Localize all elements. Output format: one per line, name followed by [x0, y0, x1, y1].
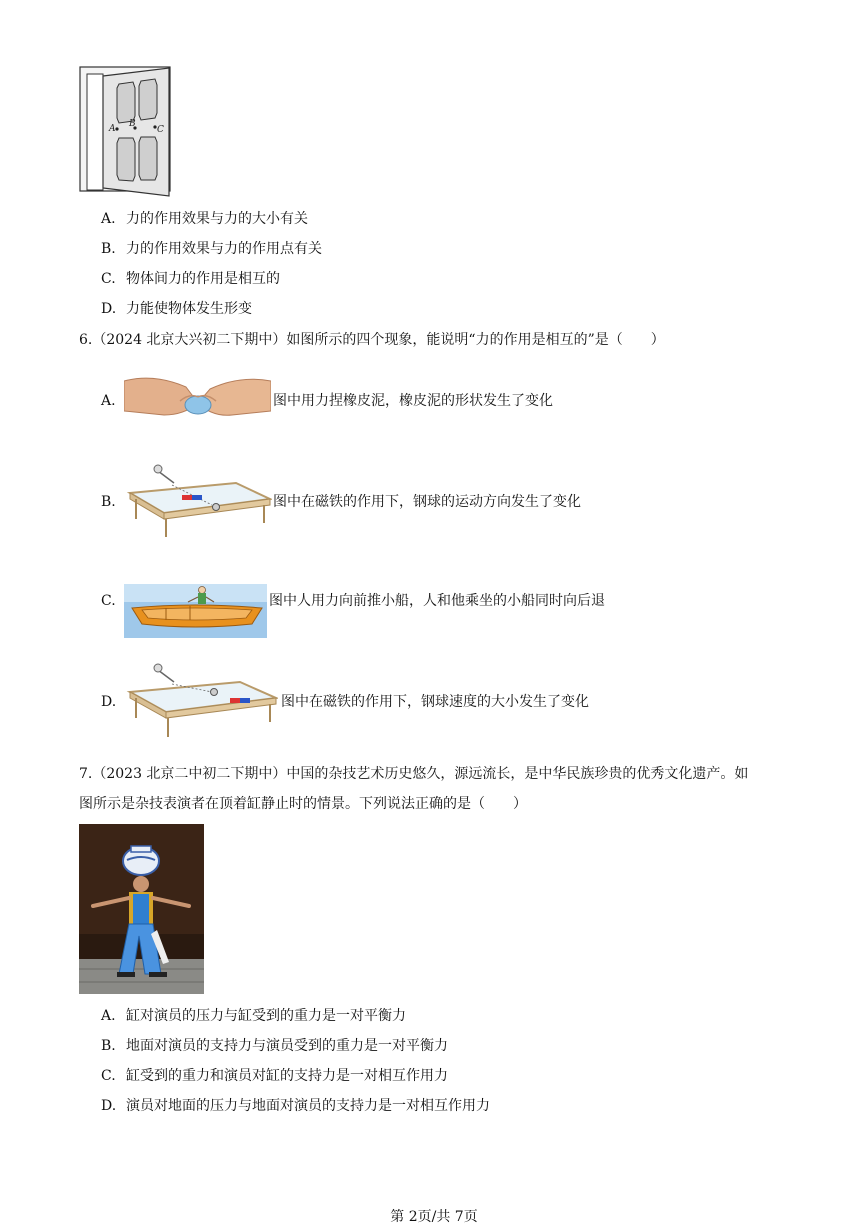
acrobat-photo — [79, 824, 204, 994]
q6-option-b-label[interactable]: B. — [101, 494, 116, 510]
q7-stem-line2: 图所示是杂技表演者在顶着缸静止时的情景。下列说法正确的是（ ） — [79, 796, 527, 812]
q5-option-c[interactable]: C. 物体间力的作用是相互的 — [101, 271, 280, 287]
door-label-b: B — [129, 119, 136, 129]
q7-stem-line1: 7.（2023 北京二中初二下期中）中国的杂技艺术历史悠久，源远流长，是中华民族珍贵的优秀文化遗产。如 — [79, 766, 749, 782]
magnet-table-image-b — [124, 461, 272, 540]
q6-option-d-label[interactable]: D. — [101, 694, 117, 710]
q6-option-b-text: 图中在磁铁的作用下，钢球的运动方向发生了变化 — [273, 494, 581, 510]
door-figure — [79, 66, 172, 198]
q5-option-b[interactable]: B. 力的作用效果与力的作用点有关 — [101, 241, 322, 257]
q6-option-d-text: 图中在磁铁的作用下，钢球速度的大小发生了变化 — [281, 694, 589, 710]
q7-option-a[interactable]: A. 缸对演员的压力与缸受到的重力是一对平衡力 — [101, 1008, 406, 1024]
q7-option-b[interactable]: B. 地面对演员的支持力与演员受到的重力是一对平衡力 — [101, 1038, 448, 1054]
door-label-c: C — [157, 125, 164, 135]
q6-option-c-text: 图中人用力向前推小船，人和他乘坐的小船同时向后退 — [269, 593, 605, 609]
q5-option-d[interactable]: D. 力能使物体发生形变 — [101, 301, 252, 317]
clay-hands-image — [124, 371, 271, 425]
q5-option-a[interactable]: A. 力的作用效果与力的大小有关 — [101, 211, 308, 227]
boat-push-image — [124, 584, 267, 638]
q6-option-a-label[interactable]: A. — [101, 393, 116, 409]
q6-option-c-label[interactable]: C. — [101, 593, 116, 609]
door-label-a: A — [109, 124, 116, 134]
q6-option-a-text: 图中用力捏橡皮泥，橡皮泥的形状发生了变化 — [273, 393, 553, 409]
q7-option-c[interactable]: C. 缸受到的重力和演员对缸的支持力是一对相互作用力 — [101, 1068, 448, 1084]
page-footer: 第 2页/共 7页 — [390, 1209, 478, 1225]
q6-stem: 6.（2024 北京大兴初二下期中）如图所示的四个现象，能说明“力的作用是相互的”是（ ） — [79, 332, 665, 348]
q7-option-d[interactable]: D. 演员对地面的压力与地面对演员的支持力是一对相互作用力 — [101, 1098, 490, 1114]
magnet-table-image-d — [124, 660, 278, 740]
